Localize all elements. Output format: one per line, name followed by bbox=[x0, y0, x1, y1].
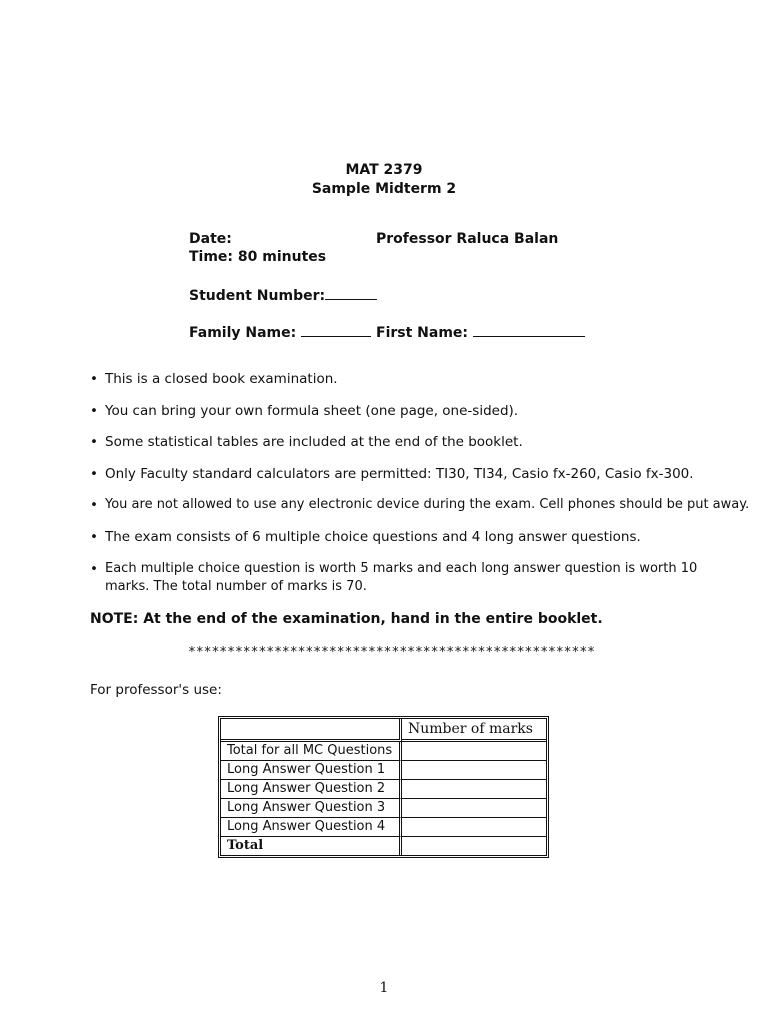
bullet-icon: • bbox=[90, 466, 98, 482]
row-label: Total for all MC Questions bbox=[221, 742, 402, 761]
table-row bbox=[221, 742, 546, 761]
instruction-item bbox=[90, 402, 730, 420]
first-name-field[interactable] bbox=[376, 324, 585, 341]
table-header-empty-cell bbox=[221, 719, 402, 742]
table-row bbox=[221, 761, 546, 780]
row-label: Long Answer Question 4 bbox=[221, 818, 402, 837]
total-label: Total bbox=[221, 837, 402, 855]
date-label: Date: bbox=[189, 231, 232, 247]
student-number-field[interactable] bbox=[189, 287, 377, 304]
marks-cell[interactable] bbox=[402, 799, 546, 818]
family-name-blank[interactable] bbox=[301, 324, 371, 337]
instruction-text: You are not allowed to use any electronic device during the exam. Cell phones should be put away. bbox=[105, 497, 750, 512]
instruction-item bbox=[90, 496, 750, 514]
page-number: 1 bbox=[379, 980, 389, 996]
student-number-blank[interactable] bbox=[325, 287, 377, 300]
row-label: Long Answer Question 3 bbox=[221, 799, 402, 818]
instruction-text: This is a closed book examination. bbox=[105, 371, 338, 387]
first-name-label: First Name: bbox=[376, 325, 469, 341]
instruction-item bbox=[90, 528, 730, 546]
bullet-icon: • bbox=[90, 561, 98, 577]
first-name-blank[interactable] bbox=[473, 324, 585, 337]
table-row bbox=[221, 818, 546, 837]
bullet-icon: • bbox=[90, 371, 98, 387]
bullet-icon: • bbox=[90, 403, 98, 419]
bullet-icon: • bbox=[90, 529, 98, 545]
marks-cell[interactable] bbox=[402, 742, 546, 761]
family-name-field[interactable] bbox=[189, 324, 371, 341]
total-marks-cell[interactable] bbox=[402, 837, 546, 855]
professor-name: Professor Raluca Balan bbox=[376, 231, 559, 247]
bullet-icon: • bbox=[90, 497, 98, 513]
instruction-text: The exam consists of 6 multiple choice questions and 4 long answer questions. bbox=[105, 529, 641, 545]
instruction-text: Each multiple choice question is worth 5 marks and each long answer question is worth 10 marks. The total number of marks is 70. bbox=[105, 561, 698, 594]
row-label: Long Answer Question 1 bbox=[221, 761, 402, 780]
exam-title: Sample Midterm 2 bbox=[311, 181, 457, 197]
marks-cell[interactable] bbox=[402, 818, 546, 837]
instruction-item bbox=[90, 370, 730, 388]
family-name-label: Family Name: bbox=[189, 325, 297, 341]
instruction-text: Only Faculty standard calculators are permitted: TI30, TI34, Casio fx-260, Casio fx-300. bbox=[105, 466, 694, 482]
instruction-item bbox=[90, 465, 730, 483]
marks-cell[interactable] bbox=[402, 761, 546, 780]
table-row bbox=[221, 799, 546, 818]
note-text: NOTE: At the end of the examination, hand in the entire booklet. bbox=[90, 611, 603, 627]
marks-table bbox=[218, 716, 549, 858]
instruction-text: Some statistical tables are included at the end of the booklet. bbox=[105, 434, 523, 450]
instruction-text: You can bring your own formula sheet (one page, one-sided). bbox=[105, 403, 519, 419]
instruction-item bbox=[90, 560, 710, 596]
instruction-item bbox=[90, 433, 730, 451]
student-number-label: Student Number: bbox=[189, 288, 326, 304]
time-label: Time: 80 minutes bbox=[189, 249, 327, 265]
professor-use-label: For professor's use: bbox=[90, 682, 222, 698]
separator-line: **************************************************** bbox=[188, 645, 595, 660]
table-row bbox=[221, 780, 546, 799]
table-header-row bbox=[221, 719, 546, 742]
table-header-cell: Number of marks bbox=[402, 719, 546, 742]
marks-cell[interactable] bbox=[402, 780, 546, 799]
table-total-row bbox=[221, 837, 546, 855]
course-code: MAT 2379 bbox=[345, 162, 423, 178]
bullet-icon: • bbox=[90, 434, 98, 450]
row-label: Long Answer Question 2 bbox=[221, 780, 402, 799]
